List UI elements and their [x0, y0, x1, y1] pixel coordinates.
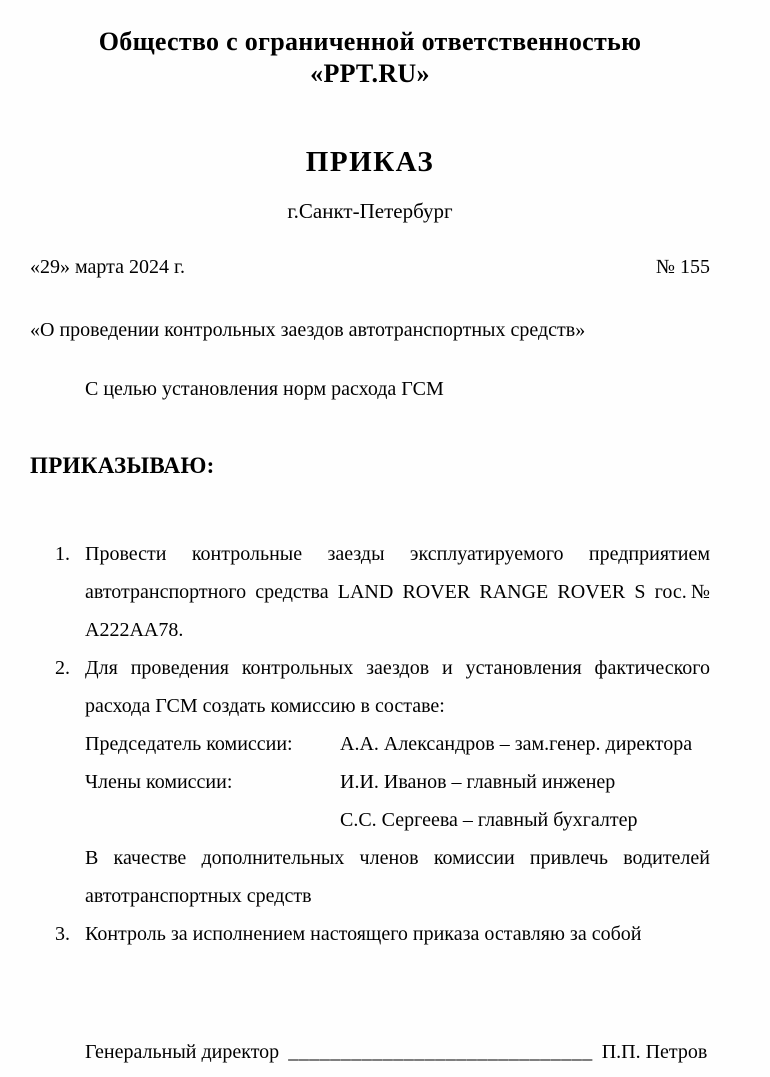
document-number: № 155	[655, 256, 710, 278]
order-item-3	[30, 915, 710, 953]
date-number-row	[30, 256, 710, 279]
order-item-2-number: 2.	[55, 657, 70, 679]
order-heading: ПРИКАЗЫВАЮ:	[30, 453, 215, 478]
commission-members-label: Члены комиссии:	[85, 771, 233, 793]
commission-note: В качестве дополнительных членов комиссии привлечь водителей автотранспортных средств	[85, 847, 710, 907]
document-city: г.Санкт-Петербург	[287, 199, 453, 223]
order-item-1-number: 1.	[55, 543, 70, 565]
commission-member-2-label	[85, 801, 340, 839]
commission-list	[85, 725, 710, 839]
order-item-3-text: Контроль за исполнением настоящего приказа оставляю за собой	[85, 923, 642, 945]
order-item-2-body	[85, 649, 710, 915]
company-name-line1: Общество с ограниченной ответственностью	[98, 27, 642, 56]
company-name-block	[30, 26, 710, 90]
order-item-3-number: 3.	[55, 923, 70, 945]
order-item-2	[30, 649, 710, 915]
order-item-1-text: Провести контрольные заезды эксплуатируемого предприятием автотранспортного средства LAND ROVER RANGE ROVER S гос.№ А222АА78.	[85, 543, 710, 641]
commission-row-chairman	[85, 725, 710, 763]
order-items-list	[30, 535, 710, 953]
order-item-2-text: Для проведения контрольных заездов и установления фактического расхода ГСМ создать комиссию в составе:	[85, 657, 710, 717]
document-date: «29» марта 2024 г.	[30, 256, 185, 278]
commission-member-2-value: С.С. Сергеева – главный бухгалтер	[340, 809, 638, 831]
order-item-1	[30, 535, 710, 649]
commission-row-member-2	[85, 801, 710, 839]
commission-chairman-value: А.А. Александров – зам.генер. директора	[340, 733, 693, 755]
document-subject: «О проведении контрольных заездов автотранспортных средств»	[30, 319, 586, 341]
document-type-title: ПРИКАЗ	[305, 146, 435, 178]
commission-member-1-value: И.И. Иванов – главный инженер	[340, 771, 616, 793]
commission-row-member-1	[85, 763, 710, 801]
commission-chairman-label: Председатель комиссии:	[85, 733, 293, 755]
document-purpose: С целью установления норм расхода ГСМ	[85, 378, 444, 400]
signature-title: Генеральный директор	[85, 1041, 280, 1063]
signature-name: П.П. Петров	[601, 1041, 708, 1063]
company-name-line2: «PPT.RU»	[310, 59, 430, 88]
signature-row	[30, 1041, 710, 1064]
signature-line: _____________________________	[288, 1041, 593, 1063]
